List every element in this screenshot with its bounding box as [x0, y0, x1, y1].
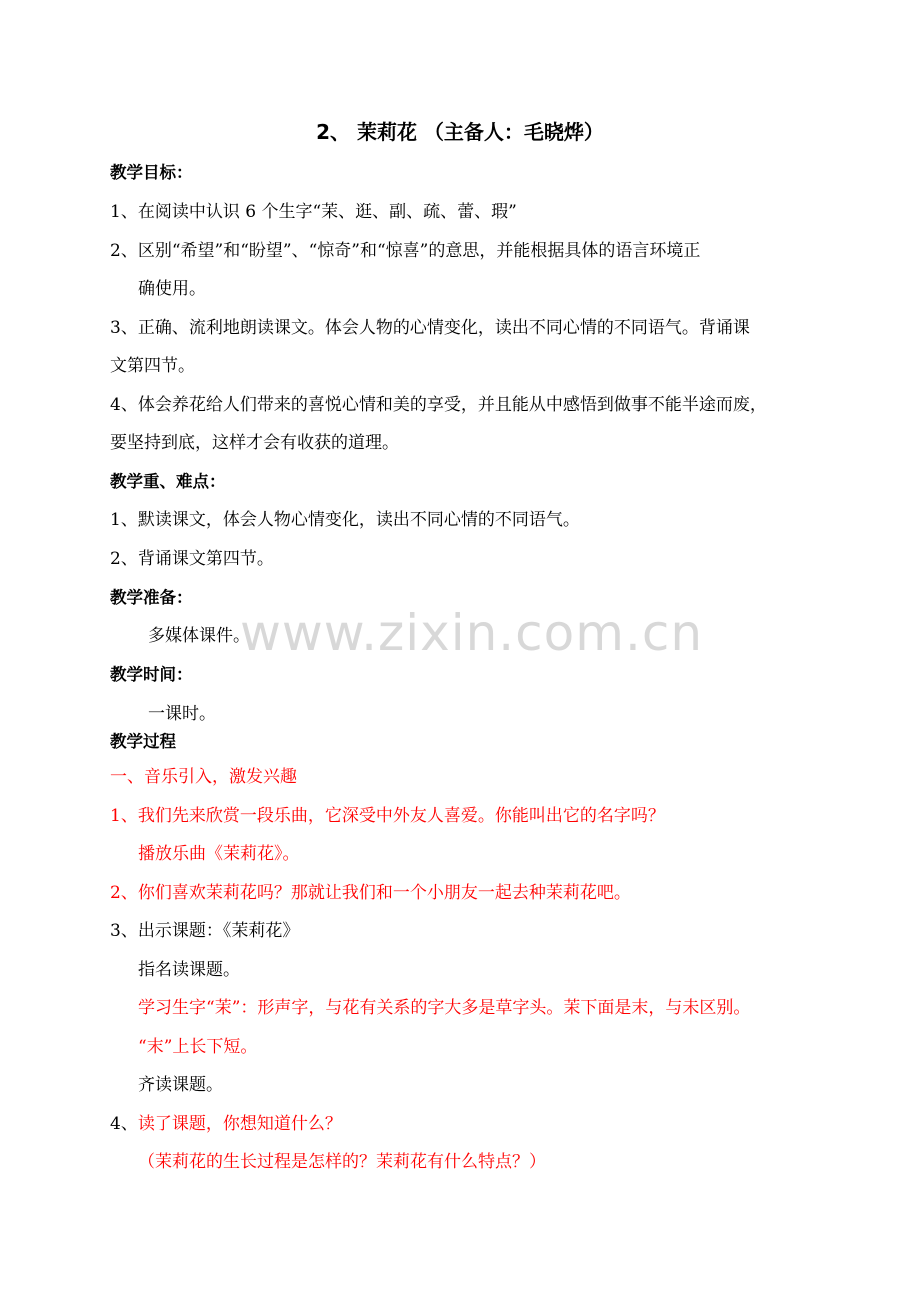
- process-heading: 教学过程: [110, 732, 176, 751]
- process-section-1: 一、音乐引入，激发兴趣: [110, 767, 297, 787]
- goal-item-4: 4、体会养花给人们带来的喜悦心情和美的享受，并且能从中感悟到做事不能半途而废，: [110, 395, 767, 415]
- key-points-heading: 教学重、难点：: [110, 472, 226, 491]
- goals-heading: 教学目标：: [110, 163, 193, 182]
- process-step-1-sub: 播放乐曲《茉莉花》。: [138, 844, 300, 864]
- goal-item-3-cont: 文第四节。: [110, 356, 195, 376]
- process-step-3-sub-2: 学习生字“茉”：形声字，与花有关系的字大多是草字头。茉下面是末，与未区别。: [138, 998, 751, 1018]
- goal-item-1: 1、在阅读中认识 6 个生字“茉、逛、副、疏、蕾、瑕”: [110, 202, 517, 222]
- goal-item-2-cont: 确使用。: [138, 279, 206, 299]
- process-step-3-sub-2-cont: “末”上长下短。: [138, 1037, 258, 1057]
- time-heading: 教学时间：: [110, 665, 193, 684]
- key-point-2: 2、背诵课文第四节。: [110, 549, 274, 569]
- process-step-2: 2、你们喜欢茉莉花吗？那就让我们和一个小朋友一起去种茉莉花吧。: [110, 883, 631, 903]
- goal-item-3: 3、正确、流利地朗读课文。体会人物的心情变化，读出不同心情的不同语气。背诵课: [110, 318, 750, 338]
- process-step-3-sub-3: 齐读课题。: [138, 1075, 223, 1095]
- key-point-1: 1、默读课文，体会人物心情变化，读出不同心情的不同语气。: [110, 510, 580, 530]
- document-title: 2、 茉莉花 （主备人：毛晓烨）: [316, 120, 604, 144]
- process-step-4-number: 4、: [110, 1114, 138, 1134]
- process-step-4: [110, 1113, 342, 1135]
- process-step-4-text: 读了课题，你想知道什么？: [137, 1114, 342, 1134]
- process-step-4-sub: （茉莉花的生长过程是怎样的？茉莉花有什么特点？）: [138, 1152, 546, 1172]
- goal-item-4-cont: 要坚持到底，这样才会有收获的道理。: [110, 433, 399, 453]
- process-step-3: 3、出示课题：《茉莉花》: [110, 921, 300, 941]
- goal-item-2: 2、区别“希望”和“盼望”、“惊奇”和“惊喜”的意思，并能根据具体的语言环境正: [110, 241, 701, 261]
- watermark: www.zixin.com.cn: [240, 604, 704, 662]
- process-step-1: 1、我们先来欣赏一段乐曲，它深受中外友人喜爱。你能叫出它的名字吗？: [110, 806, 665, 826]
- time-text: 一课时。: [148, 704, 216, 724]
- process-step-3-sub-1: 指名读课题。: [138, 960, 240, 980]
- prep-heading: 教学准备：: [110, 588, 193, 607]
- prep-text: 多媒体课件。: [148, 626, 250, 646]
